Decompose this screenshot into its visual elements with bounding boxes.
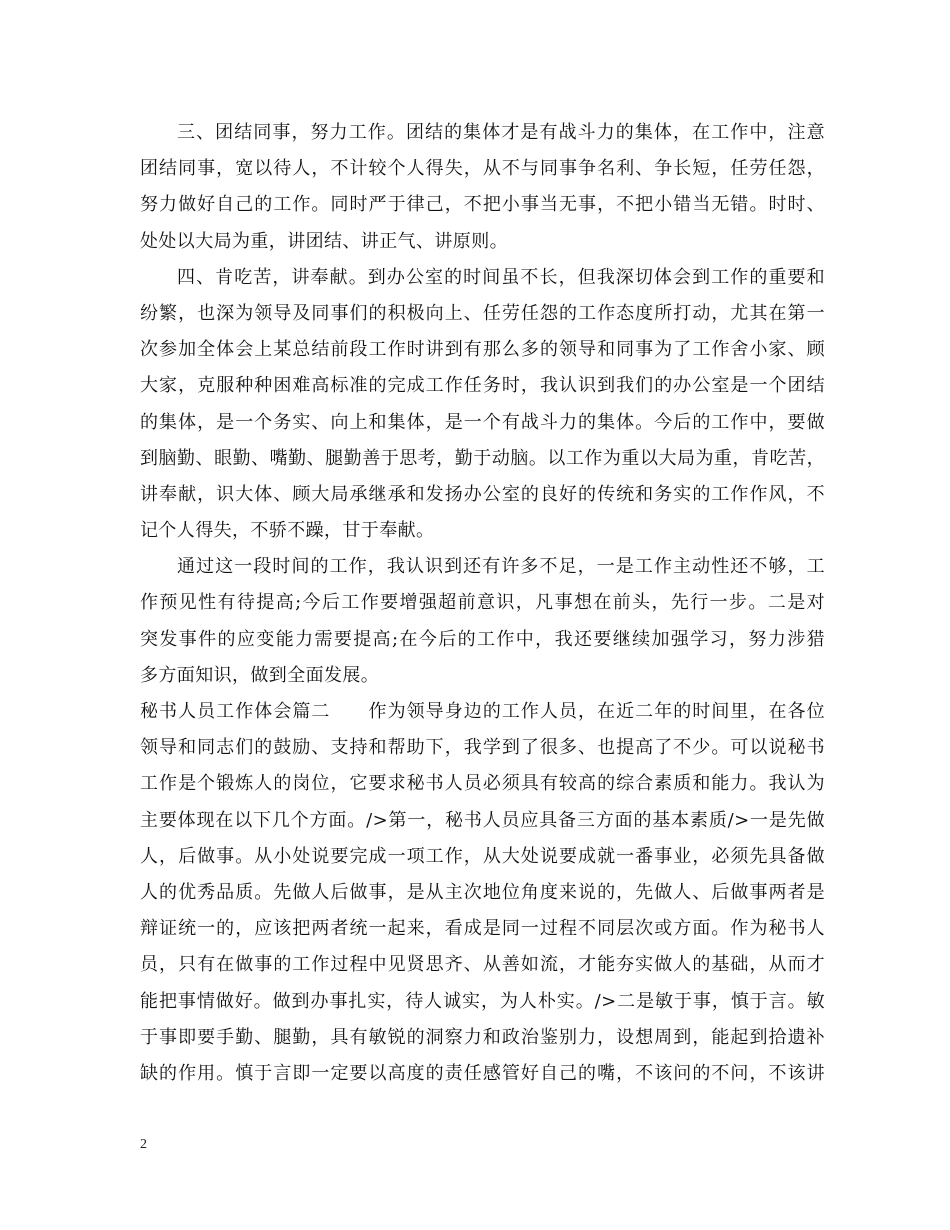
page-number: 2 [140, 1137, 147, 1152]
text-line: 到脑勤、眼勤、嘴勤、腿勤善于思考，勤于动脑。以工作为重以大局为重，肯吃苦， [140, 447, 825, 469]
text-line: 大家，克服种种困难高标准的完成工作任务时，我认识到我们的办公室是一个团结 [140, 375, 825, 397]
text-line: 讲奉献，识大体、顾大局承继承和发扬办公室的良好的传统和务实的工作作风，不 [140, 483, 825, 505]
text-line: 领导和同志们的鼓励、支持和帮助下，我学到了很多、也提高了不少。可以说秘书 [140, 737, 825, 759]
text-line: 通过这一段时间的工作，我认识到还有许多不足，一是工作主动性还不够，工 [177, 556, 825, 578]
text-line: 人，后做事。从小处说要完成一项工作，从大处说要成就一番事业，必须先具备做 [140, 845, 825, 867]
text-line: 突发事件的应变能力需要提高;在今后的工作中，我还要继续加强学习，努力涉猎 [140, 628, 825, 650]
text-line: 工作是个锻炼人的岗位，它要求秘书人员必须具有较高的综合素质和能力。我认为 [140, 773, 825, 795]
text-line: 于事即要手勤、腿勤，具有敏锐的洞察力和政治鉴别力，设想周到，能起到拾遗补 [140, 1026, 825, 1048]
text-line: 秘书人员工作体会篇二 作为领导身边的工作人员，在近二年的时间里，在各位 [140, 701, 825, 722]
text-line: 三、团结同事，努力工作。团结的集体才是有战斗力的集体，在工作中，注意 [177, 122, 825, 143]
text-line: 人的优秀品质。先做人后做事，是从主次地位角度来说的，先做人、后做事两者是 [140, 881, 825, 903]
text-line: 员，只有在做事的工作过程中见贤思齐、从善如流，才能夯实做人的基础，从而才 [140, 954, 825, 976]
text-line: 辩证统一的，应该把两者统一起来，看成是同一过程不同层次或方面。作为秘书人 [140, 918, 825, 940]
text-line: 记个人得失，不骄不躁，甘于奉献。 [140, 520, 435, 542]
text-line: 多方面知识，做到全面发展。 [140, 664, 380, 686]
text-line: 作预见性有待提高;今后工作要增强超前意识，凡事想在前头，先行一步。二是对 [140, 592, 825, 614]
body-text [140, 115, 825, 1092]
text-line: 次参加全体会上某总结前段工作时讲到有那么多的领导和同事为了工作舍小家、顾 [140, 339, 825, 361]
text-line: 缺的作用。慎于言即一定要以高度的责任感管好自己的嘴，不该问的不问，不该讲 [140, 1062, 825, 1084]
text-line: 团结同事，宽以待人，不计较个人得失，从不与同事争名利、争长短，任劳任怨， [140, 158, 825, 180]
text-line: 处处以大局为重，讲团结、讲正气、讲原则。 [140, 230, 508, 252]
text-line: 四、肯吃苦，讲奉献。到办公室的时间虽不长，但我深切体会到工作的重要和 [177, 266, 825, 288]
text-line: 能把事情做好。做到办事扎实，待人诚实，为人朴实。/>二是敏于事，慎于言。敏 [140, 990, 825, 1012]
text-line: 纷繁，也深为领导及同事们的积极向上、任劳任怨的工作态度所打动，尤其在第一 [140, 302, 825, 324]
text-line: 努力做好自己的工作。同时严于律己，不把小事当无事，不把小错当无错。时时、 [140, 194, 825, 216]
text-line: 的集体，是一个务实、向上和集体，是一个有战斗力的集体。今后的工作中，要做 [140, 411, 825, 433]
text-line: 主要体现在以下几个方面。/>第一，秘书人员应具备三方面的基本素质/>一是先做 [140, 809, 825, 831]
